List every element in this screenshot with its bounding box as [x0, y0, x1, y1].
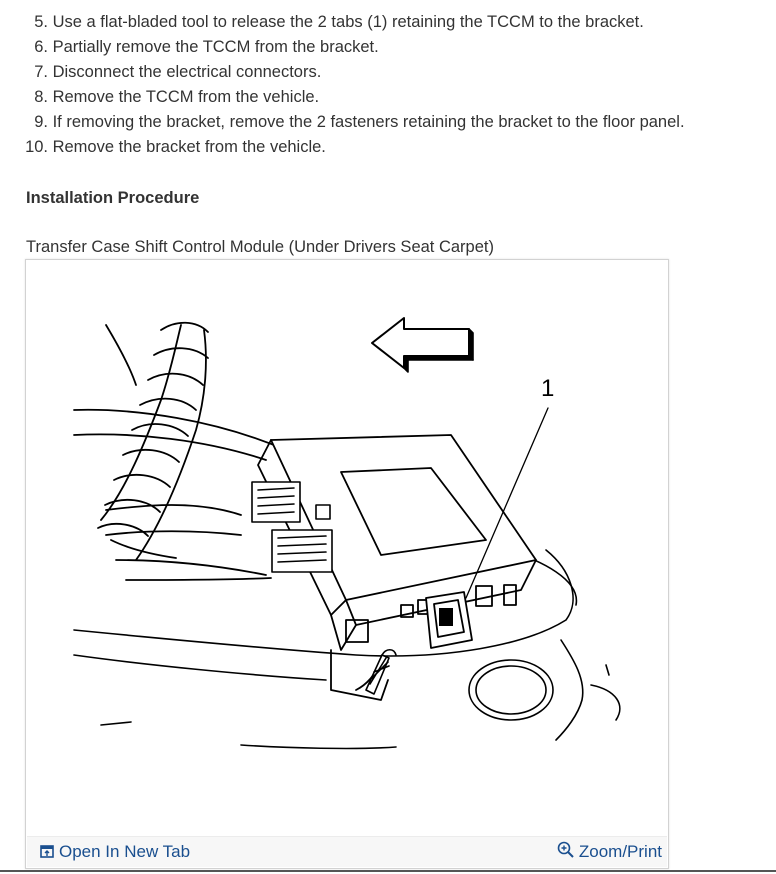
step-item: [0, 85, 319, 110]
zoom-print-label: Zoom/Print: [578, 842, 662, 861]
open-new-tab-icon: [40, 844, 55, 859]
step-number: 6.: [34, 38, 48, 56]
figure-caption: Transfer Case Shift Control Module (Under Drivers Seat Carpet): [26, 238, 494, 256]
zoom-print-link[interactable]: [557, 841, 662, 863]
step-number: 8.: [34, 88, 48, 106]
step-item: [0, 10, 644, 35]
open-in-new-tab-link[interactable]: [40, 841, 190, 863]
step-item: [0, 135, 326, 160]
callout-number-label: 1: [541, 375, 555, 402]
zoom-in-icon: [557, 841, 575, 859]
figure-toolbar: [27, 836, 667, 867]
step-item: [0, 110, 685, 135]
bottom-divider: [0, 870, 776, 872]
step-number: 9.: [34, 113, 48, 131]
step-text: Partially remove the TCCM from the bracket.: [52, 38, 379, 56]
step-number: 7.: [34, 63, 48, 81]
tccm-illustration: [26, 260, 666, 835]
step-number: 5.: [34, 13, 48, 31]
direction-arrow-icon: [372, 318, 473, 372]
open-in-new-tab-label: Open In New Tab: [59, 842, 191, 861]
step-item: [0, 60, 321, 85]
step-text: Remove the bracket from the vehicle.: [52, 138, 326, 156]
figure-panel: [25, 259, 669, 869]
step-text: Remove the TCCM from the vehicle.: [52, 88, 320, 106]
step-text: If removing the bracket, remove the 2 fasteners retaining the bracket to the floor panel.: [52, 113, 685, 131]
step-text: Use a flat-bladed tool to release the 2 tabs (1) retaining the TCCM to the bracket.: [52, 13, 644, 31]
section-heading: Installation Procedure: [26, 189, 200, 207]
step-number: 10.: [25, 138, 48, 156]
step-item: [0, 35, 379, 60]
step-text: Disconnect the electrical connectors.: [52, 63, 322, 81]
